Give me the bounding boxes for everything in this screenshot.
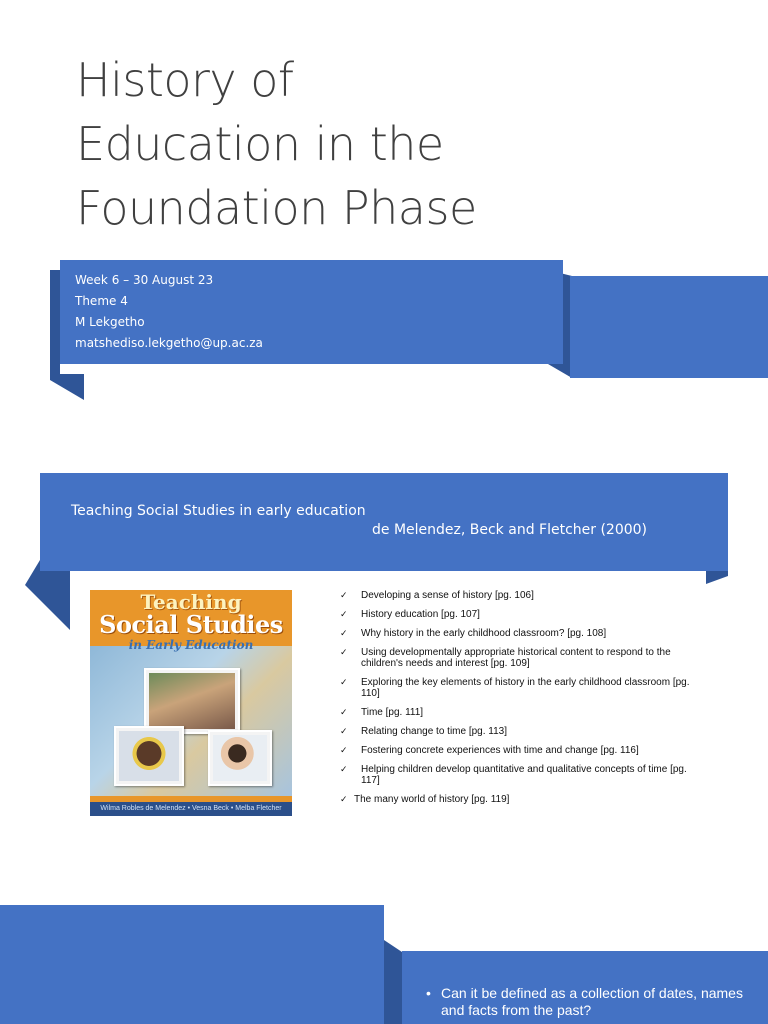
slide2-authors: de Melendez, Beck and Fletcher (2000) [372, 522, 648, 538]
info-week: Week 6 – 30 August 23 [75, 273, 214, 287]
info-theme: Theme 4 [75, 294, 128, 308]
slide3-band-fold [384, 940, 402, 1024]
checklist-item: ✓ Helping children develop quantitative and qualitative concepts of time [pg. 117] [340, 764, 687, 786]
book-cover-title-1: Teaching [140, 590, 242, 614]
check-icon: ✓ [340, 628, 348, 638]
check-icon: ✓ [340, 677, 348, 687]
slide2-header-band [40, 473, 728, 571]
check-icon: ✓ [340, 764, 348, 774]
checklist-item: ✓ Developing a sense of history [pg. 106] [340, 590, 534, 601]
checklist-item: ✓ Exploring the key elements of history in the early childhood classroom [pg. 110] [340, 677, 690, 699]
checklist-item: ✓ Using developmentally appropriate historical content to respond to the children's needs and interest [pg. 109] [340, 647, 671, 669]
book-cover-photo-group [144, 668, 240, 734]
checklist-item: ✓ The many world of history [pg. 119] [340, 794, 510, 805]
slide1-title [76, 48, 696, 240]
checklist-item: ✓ Relating change to time [pg. 113] [340, 726, 508, 737]
check-icon: ✓ [340, 707, 348, 717]
check-icon: ✓ [340, 726, 348, 736]
bullet-item: • Can it be defined as a collection of dates, names and facts from the past? [426, 985, 743, 1018]
title-line-3: Foundation Phase [76, 181, 477, 235]
check-icon: ✓ [340, 590, 348, 600]
check-icon: ✓ [340, 609, 348, 619]
checklist-item: ✓ Why history in the early childhood classroom? [pg. 108] [340, 628, 607, 639]
band1-right-segment [570, 276, 768, 378]
check-icon: ✓ [340, 794, 348, 804]
book-cover-image [90, 590, 292, 816]
check-icon: ✓ [340, 745, 348, 755]
info-lecturer: M Lekgetho [75, 315, 145, 329]
slide3-bullet-list [426, 985, 756, 1019]
checklist-item: ✓ History education [pg. 107] [340, 609, 480, 620]
book-cover-authors: Wilma Robles de Melendez • Vesna Beck • Melba Fletcher [90, 802, 292, 816]
info-band [60, 260, 563, 364]
slide2-subtitle: Teaching Social Studies in early education [71, 503, 366, 519]
book-cover-photo-child-2 [208, 730, 272, 786]
topic-checklist [336, 590, 696, 813]
title-line-1: History of [76, 53, 294, 107]
bullet-icon: • [426, 985, 431, 1001]
book-cover-title-3: in Early Education [128, 638, 254, 652]
title-line-2: Education in the [76, 117, 444, 171]
slide3-left-band [0, 905, 384, 1024]
checklist-item: ✓ Time [pg. 111] [340, 707, 424, 718]
check-icon: ✓ [340, 647, 348, 657]
book-cover-photo-child-1 [114, 726, 184, 786]
book-cover-title-2: Social Studies [99, 610, 283, 639]
checklist-item: ✓ Fostering concrete experiences with time and change [pg. 116] [340, 745, 639, 756]
info-email[interactable]: matshediso.lekgetho@up.ac.za [75, 336, 263, 350]
